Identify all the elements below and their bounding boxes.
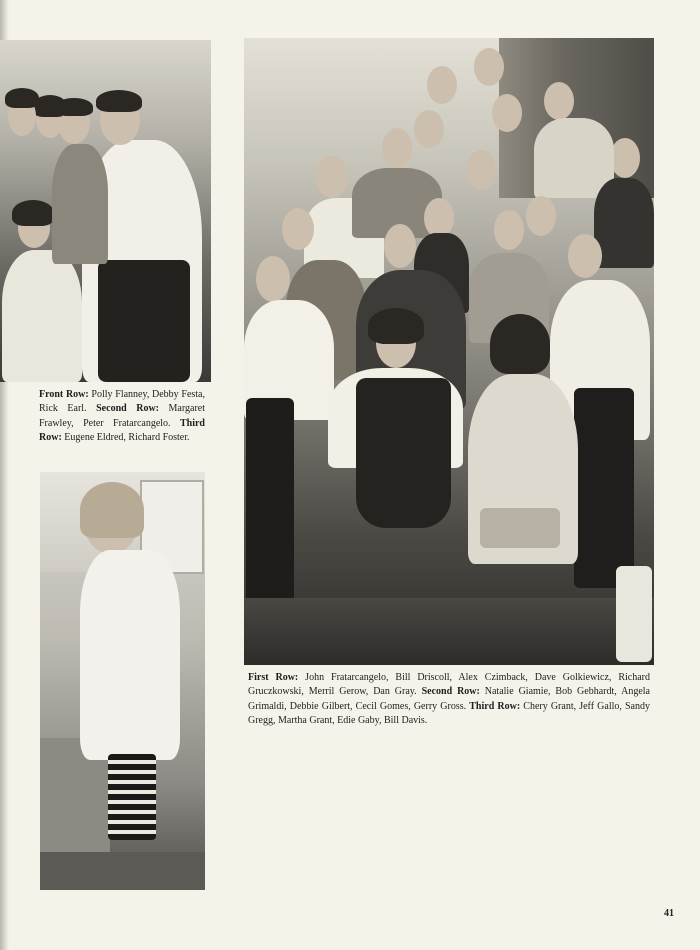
caption-row-names: Chery Grant, Jeff Gallo, Sandy Gregg, Martha Grant, Edie Gaby, Bill Davis. [248, 700, 650, 726]
student-head [526, 196, 556, 236]
student-head [316, 156, 348, 198]
student-head [382, 128, 412, 168]
student-hair [368, 308, 424, 344]
student-head [282, 208, 314, 250]
floor [40, 852, 205, 890]
student-head [424, 198, 454, 238]
student-hair [490, 314, 550, 374]
striped-skirt [108, 754, 156, 840]
group-photo-small [0, 40, 211, 382]
student-figure [574, 388, 634, 588]
candid-photo [40, 472, 205, 890]
student-figure [356, 378, 451, 528]
student-figure [2, 250, 82, 382]
page-number: 41 [664, 908, 674, 919]
group-photo-large [244, 38, 654, 665]
caption-row-names: John Fratarcangelo, Bill Driscoll, Alex Czimback, Dave Golkiewicz, Richard Gruczkowski, Merril Gerow, Dan Gray. [248, 672, 650, 698]
chair-right [616, 566, 652, 662]
caption-row-label: First Row: [248, 672, 299, 683]
caption-row-label: Second Row: [421, 686, 480, 698]
student-head [466, 150, 496, 190]
student-figure [52, 144, 108, 264]
student-figure [80, 550, 180, 760]
student-figure [480, 508, 560, 548]
student-figure [246, 398, 294, 608]
student-head [256, 256, 290, 302]
student-head [474, 48, 504, 86]
student-head [544, 82, 574, 120]
caption-row-label: Front Row: [39, 389, 89, 400]
caption-left-photo [39, 388, 205, 445]
student-figure [98, 260, 190, 382]
student-head [414, 110, 444, 148]
caption-row-names: Polly Flanney, Debby Festa, Rick Earl. [39, 389, 205, 415]
student-figure [594, 178, 654, 268]
student-head [568, 234, 602, 278]
student-hair [96, 90, 142, 112]
caption-large-photo [248, 671, 650, 728]
student-hair [12, 200, 54, 226]
student-head [610, 138, 640, 178]
caption-row-names: Natalie Giamie, Bob Gebhardt, Angela Grimaldi, Debbie Gilbert, Cecil Gomes, Gerry Gross. [248, 686, 650, 712]
student-head [494, 210, 524, 250]
caption-row-names: Margaret Frawley, Peter Fratarcangelo. [39, 403, 205, 429]
student-head [384, 224, 416, 268]
student-hair [5, 88, 39, 108]
student-head [427, 66, 457, 104]
caption-row-names: Eugene Eldred, Richard Foster. [61, 431, 190, 443]
caption-row-label: Third Row: [39, 417, 205, 443]
caption-row-label: Second Row: [96, 403, 159, 415]
student-head [492, 94, 522, 132]
student-hair [80, 482, 144, 538]
caption-row-label: Third Row: [469, 700, 521, 712]
floor [244, 598, 654, 665]
